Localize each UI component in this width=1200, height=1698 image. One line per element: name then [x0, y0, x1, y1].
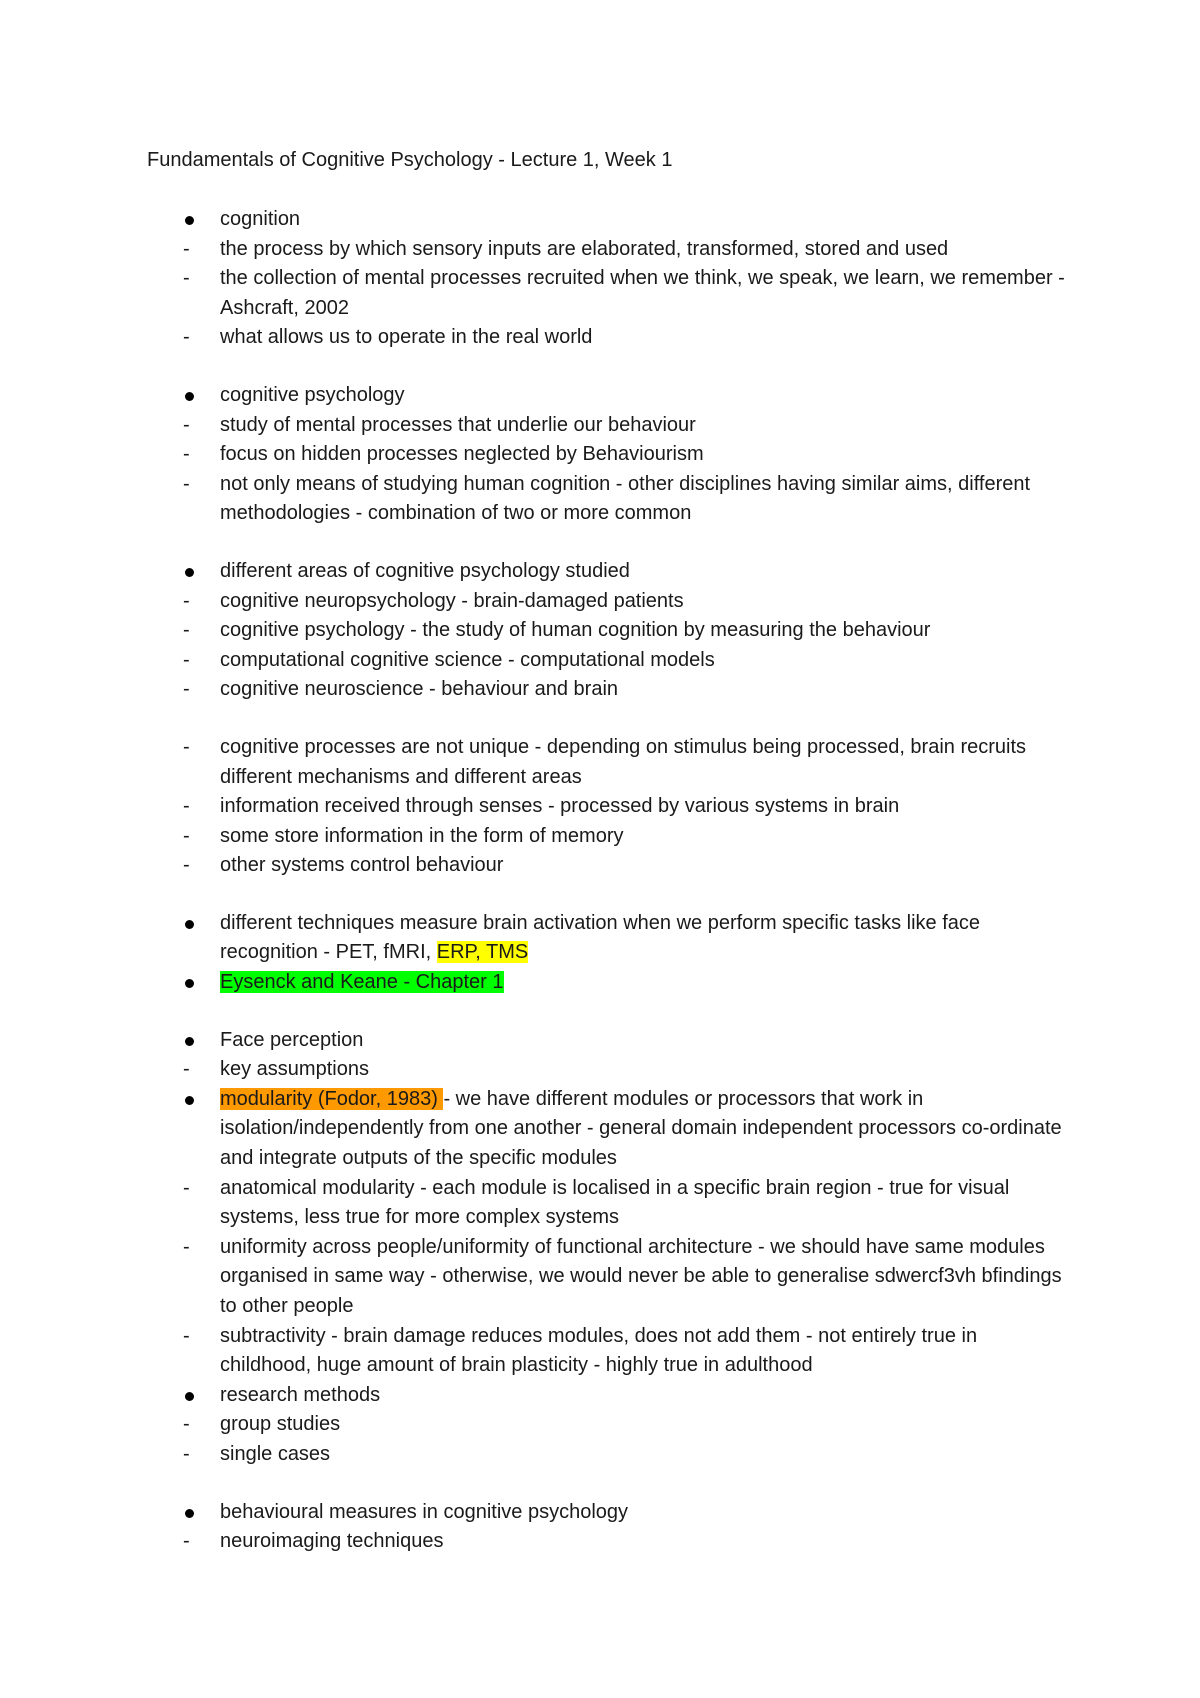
orange-highlight-text: modularity (Fodor, 1983): [220, 1087, 444, 1110]
list-item-text: cognitive neuropsychology - brain-damaged patients: [220, 589, 684, 612]
list-item-text: Face perception: [220, 1028, 364, 1051]
list-item: [147, 909, 1067, 968]
list-item-text: - we have different modules or processors that work in isolation/independently from one another - general domain independent processors co-ordinate and integrate outputs of the specific modules: [220, 1087, 1062, 1170]
list-item: [147, 792, 1067, 822]
list-item-text: group studies: [220, 1413, 341, 1436]
list-item-text: computational cognitive science - computational models: [220, 648, 715, 671]
list-item: [147, 557, 1067, 587]
list-item-text: what allows us to operate in the real world: [220, 326, 593, 349]
dash-marker: -: [183, 735, 190, 758]
list-item: [147, 205, 1067, 235]
list-item: [147, 235, 1067, 265]
list-item: [147, 1233, 1067, 1322]
list-item-text: neuroimaging techniques: [220, 1530, 444, 1553]
list-item-text: behavioural measures in cognitive psychology: [220, 1500, 629, 1523]
list-item-text: research methods: [220, 1383, 381, 1406]
dash-marker: -: [183, 443, 190, 466]
list-item-text: different areas of cognitive psychology studied: [220, 559, 630, 582]
list-item-text: key assumptions: [220, 1058, 369, 1081]
list-item-text: cognitive psychology - the study of human cognition by measuring the behaviour: [220, 619, 931, 642]
list-item-text: study of mental processes that underlie our behaviour: [220, 413, 696, 436]
dash-marker: -: [183, 1176, 190, 1199]
list-item-text: cognitive psychology: [220, 383, 405, 406]
list-item-text: anatomical modularity - each module is localised in a specific brain region - true for visual systems, less true for more complex systems: [220, 1176, 1010, 1229]
list-item-text: subtractivity - brain damage reduces modules, does not add them - not entirely true in childhood, huge amount of brain plasticity - highly true in adulthood: [220, 1324, 978, 1377]
list-item-text: not only means of studying human cognition - other disciplines having similar aims, different methodologies - combination of two or more common: [220, 472, 1031, 525]
list-item-text: other systems control behaviour: [220, 854, 504, 877]
green-highlight-text: Eysenck and Keane - Chapter 1: [220, 971, 504, 994]
list-item: [147, 1527, 1067, 1557]
list-item: [147, 968, 1067, 998]
list-item: [147, 381, 1067, 411]
dash-marker: -: [183, 589, 190, 612]
dash-marker: -: [183, 795, 190, 818]
list-item: [147, 411, 1067, 441]
list-item: [147, 1174, 1067, 1233]
list-item: [147, 675, 1067, 705]
dash-marker: -: [183, 619, 190, 642]
list-item: [147, 470, 1067, 529]
dash-marker: -: [183, 678, 190, 701]
dash-marker: -: [183, 1530, 190, 1553]
list-item: [147, 1410, 1067, 1440]
list-item: [147, 733, 1067, 792]
list-item-text: cognition: [220, 208, 301, 230]
list-item-text: cognitive neuroscience - behaviour and brain: [220, 678, 619, 701]
dash-marker: -: [183, 1324, 190, 1347]
list-item: [147, 1381, 1067, 1411]
list-item: [147, 264, 1067, 323]
dash-marker: -: [183, 472, 190, 495]
list-item-text: the collection of mental processes recruited when we think, we speak, we learn, we remember - Ashcraft, 2002: [220, 267, 1065, 319]
list-item-text: cognitive processes are not unique - depending on stimulus being processed, brain recruits different mechanisms and different areas: [220, 735, 1027, 788]
list-item: [147, 1026, 1067, 1056]
dash-marker: -: [183, 1442, 190, 1465]
dash-marker: -: [183, 413, 190, 436]
list-item-text: different techniques measure brain activation when we perform specific tasks like face recognition - PET, fMRI,: [220, 911, 981, 964]
list-item-text: the process by which sensory inputs are elaborated, transformed, stored and used: [220, 237, 949, 260]
dash-marker: -: [183, 1058, 190, 1081]
list-item: [147, 440, 1067, 470]
list-item-text: focus on hidden processes neglected by Behaviourism: [220, 443, 704, 466]
list-item: [147, 587, 1067, 617]
list-item: [147, 851, 1067, 881]
list-item: [147, 1085, 1067, 1174]
list-item: [147, 1055, 1067, 1085]
dash-marker: -: [183, 237, 190, 260]
dash-marker: -: [183, 824, 190, 847]
list-item: [147, 646, 1067, 676]
list-item-text: single cases: [220, 1442, 331, 1465]
dash-marker: -: [183, 326, 190, 349]
list-item-text: some store information in the form of memory: [220, 824, 624, 847]
list-item-text: information received through senses - processed by various systems in brain: [220, 795, 900, 818]
list-item: [147, 616, 1067, 646]
list-item: [147, 1498, 1067, 1528]
notes-list: [147, 205, 1067, 1557]
list-item-text: uniformity across people/uniformity of functional architecture - we should have same modules organised in same way - otherwise, we would never be able to generalise sdwercf3vh bfindings to other people: [220, 1235, 1062, 1317]
list-item: [147, 822, 1067, 852]
list-item: [147, 323, 1067, 353]
dash-marker: -: [183, 1413, 190, 1436]
dash-marker: -: [183, 854, 190, 877]
list-item: [147, 1440, 1067, 1470]
dash-marker: -: [183, 1235, 190, 1258]
list-item: [147, 1322, 1067, 1381]
yellow-highlight-text: ERP, TMS: [436, 941, 529, 964]
dash-marker: -: [183, 267, 190, 290]
document-title: Fundamentals of Cognitive Psychology - Lecture 1, Week 1: [147, 149, 673, 171]
dash-marker: -: [183, 648, 190, 671]
